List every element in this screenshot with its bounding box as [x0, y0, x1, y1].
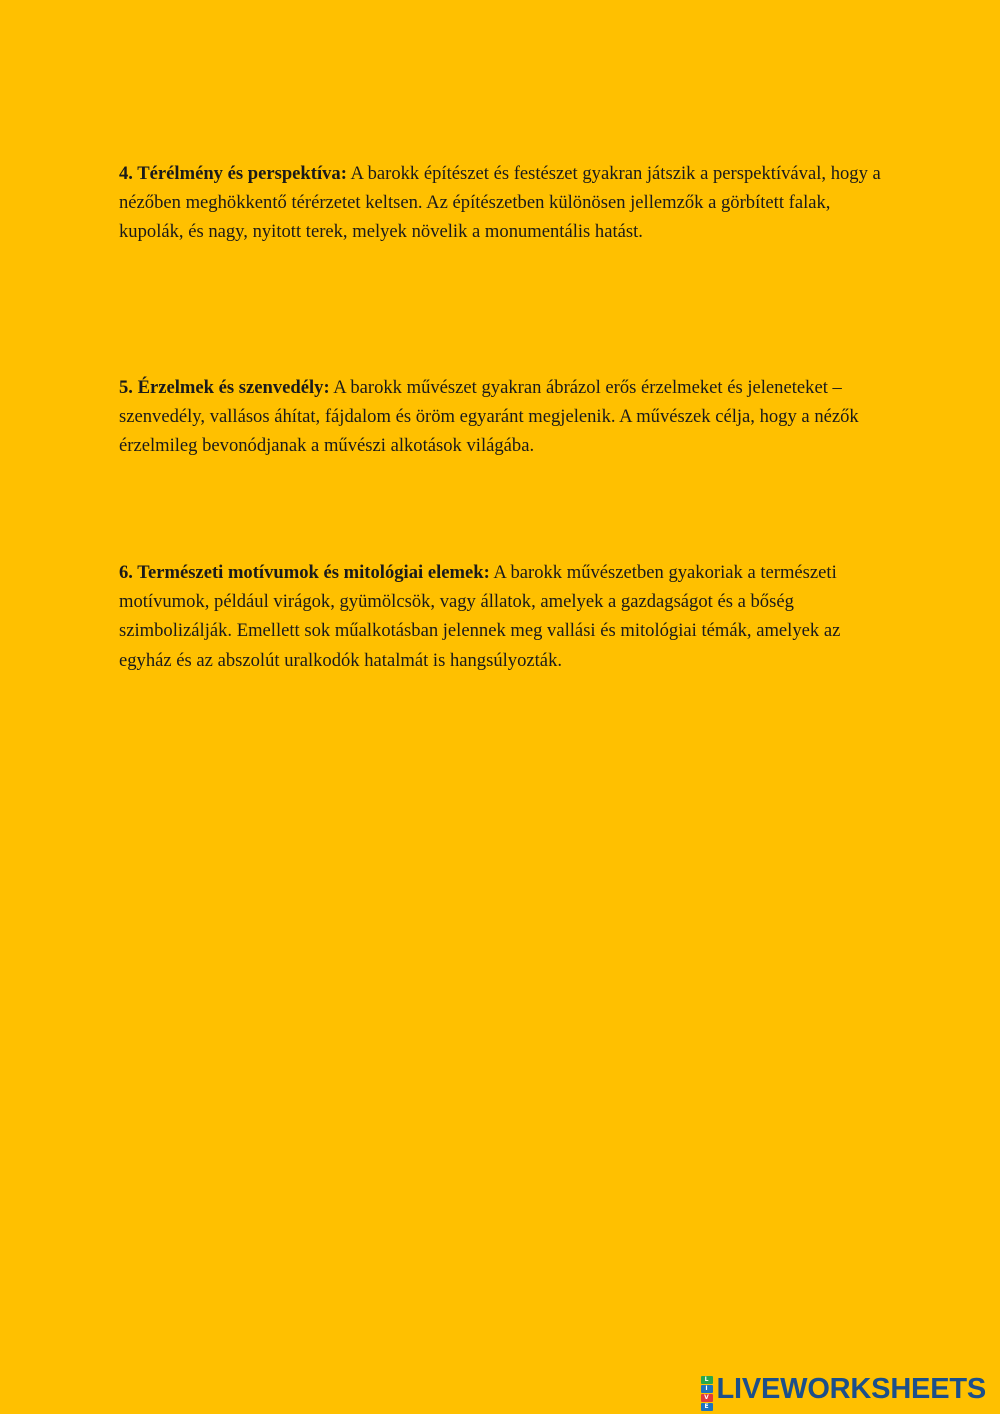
section-nature-mythology — [119, 558, 889, 675]
logo-mark-letter: I — [701, 1385, 713, 1393]
section-text: A barokk művészet gyakran ábrázol erős érzelmeket és jeleneteket – szenvedély, vallásos áhítat, fájdalom és öröm egyaránt megjelenik. A művészek célja, hogy a nézők érzelmileg bevonódjanak a művészi alkotások világába. — [119, 377, 859, 457]
liveworksheets-logo — [701, 1373, 987, 1410]
section-heading: 5. Érzelmek és szenvedély: — [119, 377, 330, 398]
section-heading: 4. Térélmény és perspektíva: — [119, 163, 347, 184]
logo-mark-letter: V — [701, 1394, 713, 1402]
section-emotions — [119, 373, 889, 461]
section-text: A barokk építészet és festészet gyakran játszik a perspektívával, hogy a nézőben meghökkentő térérzetet keltsen. Az építészetben különösen jellemzők a görbített falak, kupolák, és nagy, nyitott terek, melyek növelik a monumentális hatást. — [119, 163, 881, 243]
section-heading: 6. Természeti motívumok és mitológiai elemek: — [119, 562, 490, 583]
section-perspective — [119, 159, 889, 247]
section-text: A barokk művészetben gyakoriak a természeti motívumok, például virágok, gyümölcsök, vagy állatok, amelyek a gazdagságot és a bőség szimbolizálják. Emellett sok műalkotásban jelennek meg vallási és mitológiai témák, amelyek az egyház és az abszolút uralkodók hatalmát is hangsúlyozták. — [119, 562, 841, 671]
logo-mark-letter: E — [701, 1403, 713, 1411]
logo-mark-icon — [701, 1375, 713, 1410]
logo-mark-letter: L — [701, 1376, 713, 1384]
logo-text: LIVEWORKSHEETS — [716, 1373, 986, 1405]
